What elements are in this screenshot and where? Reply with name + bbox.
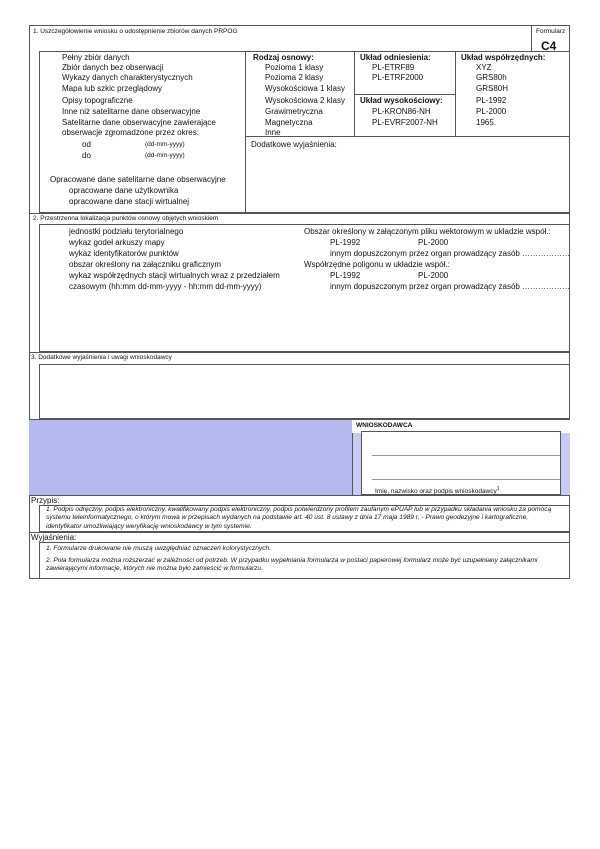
item-pelny-zbior[interactable]: Pełny zbiór danych — [62, 53, 130, 62]
rodzaj-item-wys2[interactable]: Wysokościowa 2 klasy — [265, 96, 345, 105]
to-date-field[interactable]: (dd-mm-yyyy) — [145, 152, 185, 159]
item-opisy-topograficzne[interactable]: Opisy topograficzne — [62, 96, 133, 105]
from-date-field[interactable]: (dd-mm-yyyy) — [145, 141, 185, 148]
przypis-text: 1. Podpis odręczny, podpis elektroniczny, kwalifikowany podpis elektroniczny, podpis potwierdzony profilem zaufanym ePUAP lub w przypadku składania wniosku za pomocą systemu teleinformatycznego, o którym mowa w przepisach wydanych na podstawie art. 40 ust. 8 ustawy z dnia 17 maja 1989 r. - Prawo geodezyjne i kartograficzne, identyfikator umożliwiający weryfikację wnioskodawcy w tym systemie. — [46, 506, 552, 530]
uklad-wsp-1965[interactable]: 1965. — [476, 118, 497, 127]
rodzaj-item-inne[interactable]: Inne — [265, 128, 281, 137]
rodzaj-item-wys1[interactable]: Wysokościowa 1 klasy — [265, 84, 345, 93]
rodzaj-title: Rodzaj osnowy: — [253, 53, 314, 62]
s2-opt-pl1992b[interactable]: PL-1992 — [330, 271, 361, 280]
applicant-title: WNIOSKODAWCA — [356, 422, 413, 429]
from-label: od — [82, 140, 91, 149]
s2-opt-pl2000[interactable]: PL-2000 — [418, 238, 449, 247]
uklad-wsp-pl2000[interactable]: PL-2000 — [476, 107, 507, 116]
s2-item-zalacznik[interactable]: obszar określony na załączniku graficznym — [69, 260, 222, 269]
uklad-wsp-title: Układ współrzędnych: — [461, 53, 546, 62]
formularz-code: C4 — [541, 39, 557, 53]
section2-title: 2. Przestrzenna lokalizacja punktów osnowy objętych wnioskiem — [33, 215, 219, 222]
rodzaj-item-pozioma2[interactable]: Pozioma 2 klasy — [265, 73, 324, 82]
s2-wsp-title: Współrzędne poligonu w układzie współ.: — [304, 260, 450, 269]
uklad-wsp-xyz[interactable]: XYZ — [476, 63, 492, 72]
rodzaj-item-graw[interactable]: Grawimetryczna — [265, 107, 323, 116]
item-wykazy-danych[interactable]: Wykazy danych charakterystycznych — [62, 73, 193, 82]
s2-item-identyfikatory[interactable]: wykaz identyfikatorów punktów — [69, 249, 179, 258]
s2-opt-pl1992[interactable]: PL-1992 — [330, 238, 361, 247]
item-mapa-szkic[interactable]: Mapa lub szkic przeglądowy — [62, 84, 163, 93]
sat-item-virtual[interactable]: opracowane dane stacji wirtualnej — [69, 197, 190, 206]
applicant-sign-label-text: Imię, nazwisko oraz podpis wnioskodawcy — [375, 488, 497, 496]
uklad-wys-kron86[interactable]: PL-KRON86-NH — [372, 107, 431, 116]
uklad-wys-title: Układ wysokościowy: — [360, 96, 443, 105]
item-satelitarne-dane[interactable]: Satelitarne dane obserwacyjne zawierające — [62, 118, 216, 127]
uklad-odn-etrf2000[interactable]: PL-ETRF2000 — [372, 73, 424, 82]
uklad-wys-evrf2007[interactable]: PL-EVRF2007-NH — [372, 118, 438, 127]
rodzaj-item-magn[interactable]: Magnetyczna — [265, 118, 313, 127]
dodatkowe-label: Dodatkowe wyjaśnienia: — [251, 140, 337, 149]
wyjasnienia-item2: 2. Pola formularza można rozszerzać w zależności od potrzeb. W przypadku wypełniania formularza w postaci papierowej formularz może być uzupełniany załącznikami zawierającymi informacje, których nie można było zamieścić w formularzu. — [46, 557, 538, 573]
s2-obszar-title: Obszar określony w załączonym pliku wektorowym w układzie współ.: — [304, 227, 551, 236]
s2-item-jednostki[interactable]: jednostki podziału terytorialnego — [69, 227, 184, 236]
s2-opt-inny2[interactable]: innym dopuszczonym przez organ prowadzący zasób ……………… — [330, 282, 571, 291]
section3-title: 3. Dodatkowe wyjaśnienia i uwagi wnioskodawcy — [31, 354, 172, 361]
section3-textarea[interactable] — [39, 364, 570, 419]
applicant-blank-area — [29, 419, 352, 496]
applicant-gutter-right — [560, 431, 570, 495]
uklad-odn-etrf89[interactable]: PL-ETRF89 — [372, 63, 415, 72]
przypis-title: Przypis: — [31, 496, 60, 505]
item-inne-dane[interactable]: Inne niż satelitarne dane obserwacyjne — [62, 107, 201, 116]
rodzaj-item-pozioma1[interactable]: Pozioma 1 klasy — [265, 63, 324, 72]
uklad-odn-title: Układ odniesienia: — [360, 53, 431, 62]
uklad-wsp-grs80H[interactable]: GRS80H — [476, 84, 509, 93]
section1-title: 1. Uszczegółowienie wniosku o udostępnienie zbiorów danych PRPOG — [33, 28, 238, 35]
item-obserwacje-okres: obserwacje zgromadzone przez okres: — [62, 128, 199, 137]
s2-opt-pl2000b[interactable]: PL-2000 — [418, 271, 449, 280]
item-zbior-bez-obserwacji[interactable]: Zbiór danych bez obserwacji — [62, 63, 164, 72]
uklad-wsp-grs80h[interactable]: GRS80h — [476, 73, 507, 82]
wyjasnienia-item1: 1. Formularze drukowane nie muszą uwzględniać oznaczeń kolorystycznych. — [46, 545, 272, 552]
wyjasnienia-title: Wyjaśnienia: — [31, 533, 77, 542]
s2-opt-inny1[interactable]: innym dopuszczonym przez organ prowadzący zasób ……………… — [330, 249, 571, 258]
uklad-wsp-pl1992[interactable]: PL-1992 — [476, 96, 507, 105]
applicant-sign-footnote: 1 — [496, 486, 500, 492]
sat-title: Opracowane dane satelitarne dane obserwacyjne — [50, 175, 226, 184]
s2-item-czasowy: czasowym (hh:mm dd-mm-yyyy - hh:mm dd-mm-yyyy) — [69, 282, 262, 291]
s2-item-wirtualne[interactable]: wykaz współrzędnych stacji wirtualnych wraz z przedziałem — [69, 271, 280, 280]
formularz-label: Formularz — [536, 28, 566, 35]
to-label: do — [82, 151, 91, 160]
s2-item-godla[interactable]: wykaz godeł arkuszy mapy — [69, 238, 165, 247]
sat-item-user[interactable]: opracowane dane użytkownika — [69, 186, 179, 195]
